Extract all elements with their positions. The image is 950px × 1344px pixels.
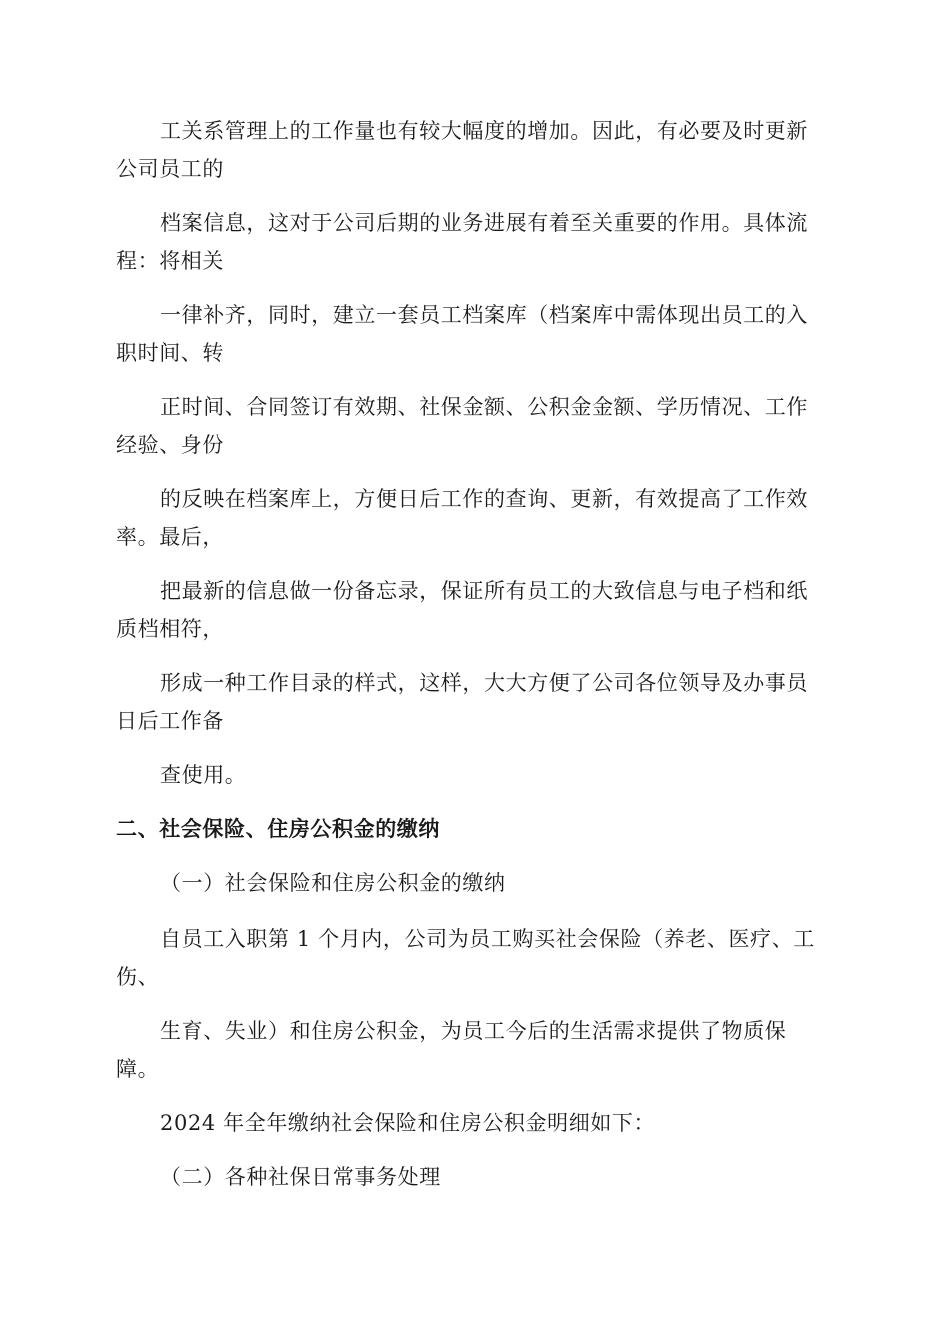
paragraph-11: 2024 年全年缴纳社会保险和住房公积金明细如下：: [160, 1111, 656, 1135]
paragraph-5: [116, 480, 834, 556]
paragraph-line: 工关系管理上的工作量也有较大幅度的增加。因此，有必要及时更新: [160, 119, 808, 143]
paragraph-line: 公司员工的: [116, 157, 224, 181]
paragraph-line: 质档相符，: [116, 617, 224, 641]
paragraph-9: [116, 920, 834, 996]
paragraph-1: [116, 112, 834, 188]
paragraph-line: 率。最后，: [116, 525, 224, 549]
paragraph-line: 一律补齐，同时，建立一套员工档案库（档案库中需体现出员工的入: [160, 303, 808, 327]
paragraph-line: 把最新的信息做一份备忘录，保证所有员工的大致信息与电子档和纸: [160, 579, 808, 603]
paragraph-line: 正时间、合同签订有效期、社保金额、公积金金额、学历情况、工作: [160, 395, 808, 419]
paragraph-line: 自员工入职第 1 个月内，公司为员工购买社会保险（养老、医疗、工: [160, 927, 815, 951]
paragraph-line: 生育、失业）和住房公积金，为员工今后的生活需求提供了物质保: [160, 1019, 787, 1043]
paragraph-2: [116, 204, 834, 280]
paragraph-10: [116, 1012, 834, 1088]
paragraph-6: [116, 572, 834, 648]
paragraph-line: 程：将相关: [116, 249, 224, 273]
paragraph-line: 日后工作备: [116, 709, 224, 733]
paragraph-4: [116, 388, 834, 464]
paragraph-line: 形成一种工作目录的样式，这样，大大方便了公司各位领导及办事员: [160, 671, 808, 695]
paragraph-line: 职时间、转: [116, 341, 224, 365]
paragraph-line: 经验、身份: [116, 433, 224, 457]
subsection-title-1: （一）社会保险和住房公积金的缴纳: [160, 871, 506, 895]
paragraph-8: [116, 756, 834, 794]
paragraph-line: 查使用。: [160, 763, 247, 787]
paragraph-line: 障。: [116, 1057, 160, 1081]
paragraph-3: [116, 296, 834, 372]
subsection-title-2: （二）各种社保日常事务处理: [160, 1165, 441, 1189]
paragraph-7: [116, 664, 834, 740]
section-heading: 二、社会保险、住房公积金的缴纳: [116, 817, 440, 841]
paragraph-line: 档案信息，这对于公司后期的业务进展有着至关重要的作用。具体流: [160, 211, 808, 235]
paragraph-line: 的反映在档案库上，方便日后工作的查询、更新，有效提高了工作效: [160, 487, 808, 511]
paragraph-line: 伤、: [116, 965, 160, 989]
